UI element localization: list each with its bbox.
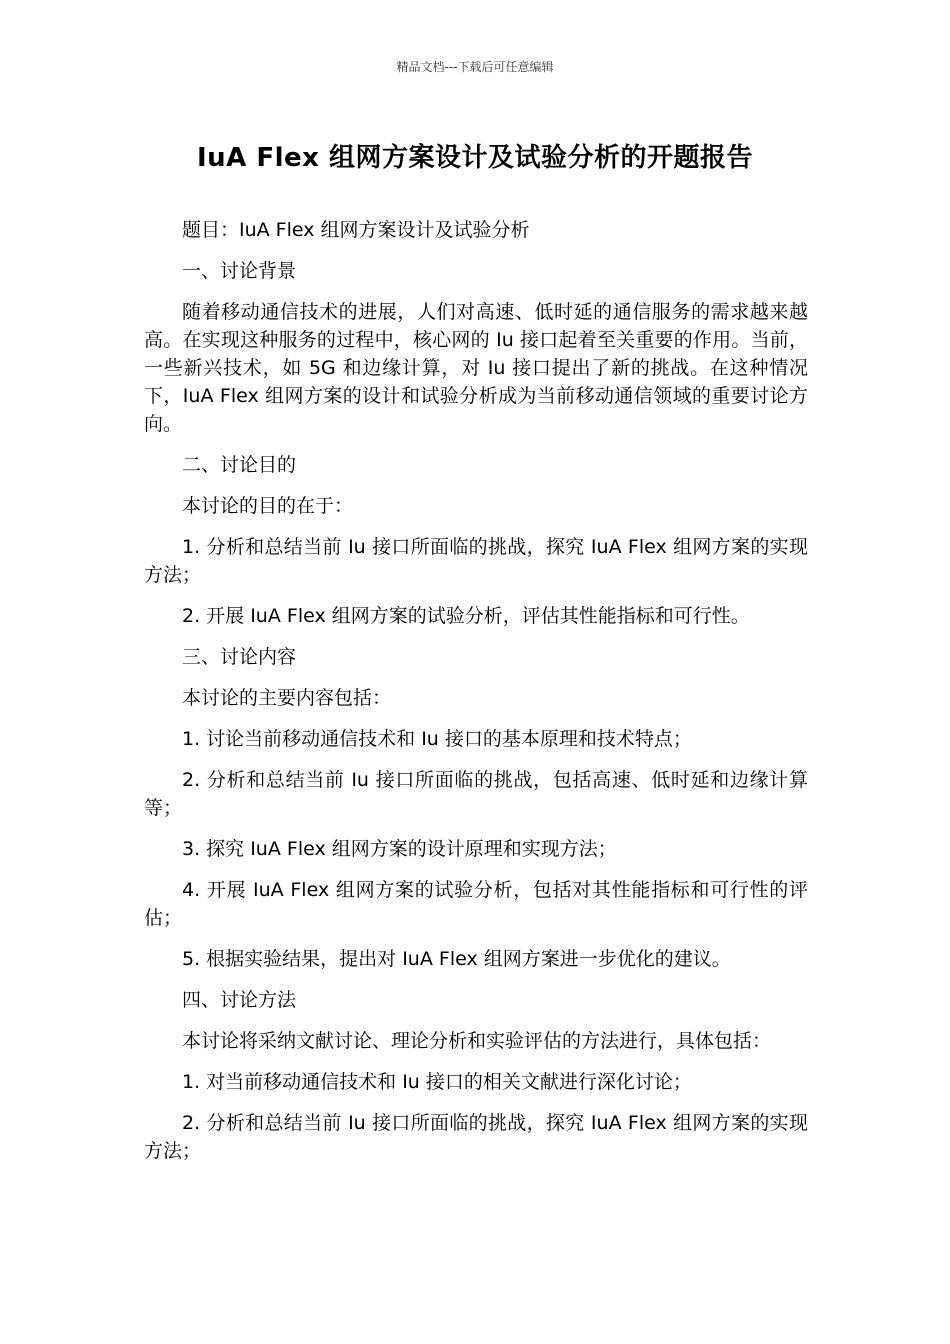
header-note: 精品文档---下载后可任意编辑 [396,60,554,74]
method-item: 2. 分析和总结当前 Iu 接口所面临的挑战，探究 IuA Flex 组网方案的实现方法； [144,1112,808,1162]
section-heading-content: 三、讨论内容 [182,646,297,668]
content-item: 3. 探究 IuA Flex 组网方案的设计原理和实现方法； [182,838,617,860]
document-title: IuA Flex 组网方案设计及试验分析的开题报告 [197,143,753,173]
section-heading-background: 一、讨论背景 [182,260,297,282]
purpose-item: 1. 分析和总结当前 Iu 接口所面临的挑战，探究 IuA Flex 组网方案的实现方法； [144,536,808,586]
purpose-item: 2. 开展 IuA Flex 组网方案的试验分析，评估其性能指标和可行性。 [182,605,750,627]
content-item: 1. 讨论当前移动通信技术和 Iu 接口的基本原理和技术特点； [182,728,692,750]
topic-line: 题目：IuA Flex 组网方案设计及试验分析 [182,219,530,241]
purpose-intro: 本讨论的目的在于： [182,495,354,517]
method-intro: 本讨论将采纳文献讨论、理论分析和实验评估的方法进行，具体包括： [182,1030,772,1052]
content-item: 2. 分析和总结当前 Iu 接口所面临的挑战，包括高速、低时延和边缘计算等； [144,769,808,819]
section-heading-method: 四、讨论方法 [182,989,297,1011]
content-item: 5. 根据实验结果，提出对 IuA Flex 组网方案进一步优化的建议。 [182,948,731,970]
method-item: 1. 对当前移动通信技术和 Iu 接口的相关文献进行深化讨论； [182,1071,692,1093]
background-paragraph: 随着移动通信技术的进展，人们对高速、低时延的通信服务的需求越来越高。在实现这种服务的过程中，核心网的 Iu 接口起着至关重要的作用。当前，一些新兴技术，如 5G 和边缘计算，对 Iu 接口提出了新的挑战。在这种情况下，IuA Flex 组网方案的设计和试验分析成为当前移动通信领域的重要讨论方向。 [144,301,808,435]
document-body [144,216,808,1178]
content-item: 4. 开展 IuA Flex 组网方案的试验分析，包括对其性能指标和可行性的评估； [144,879,808,929]
section-heading-purpose: 二、讨论目的 [182,454,297,476]
content-intro: 本讨论的主要内容包括： [182,687,392,709]
